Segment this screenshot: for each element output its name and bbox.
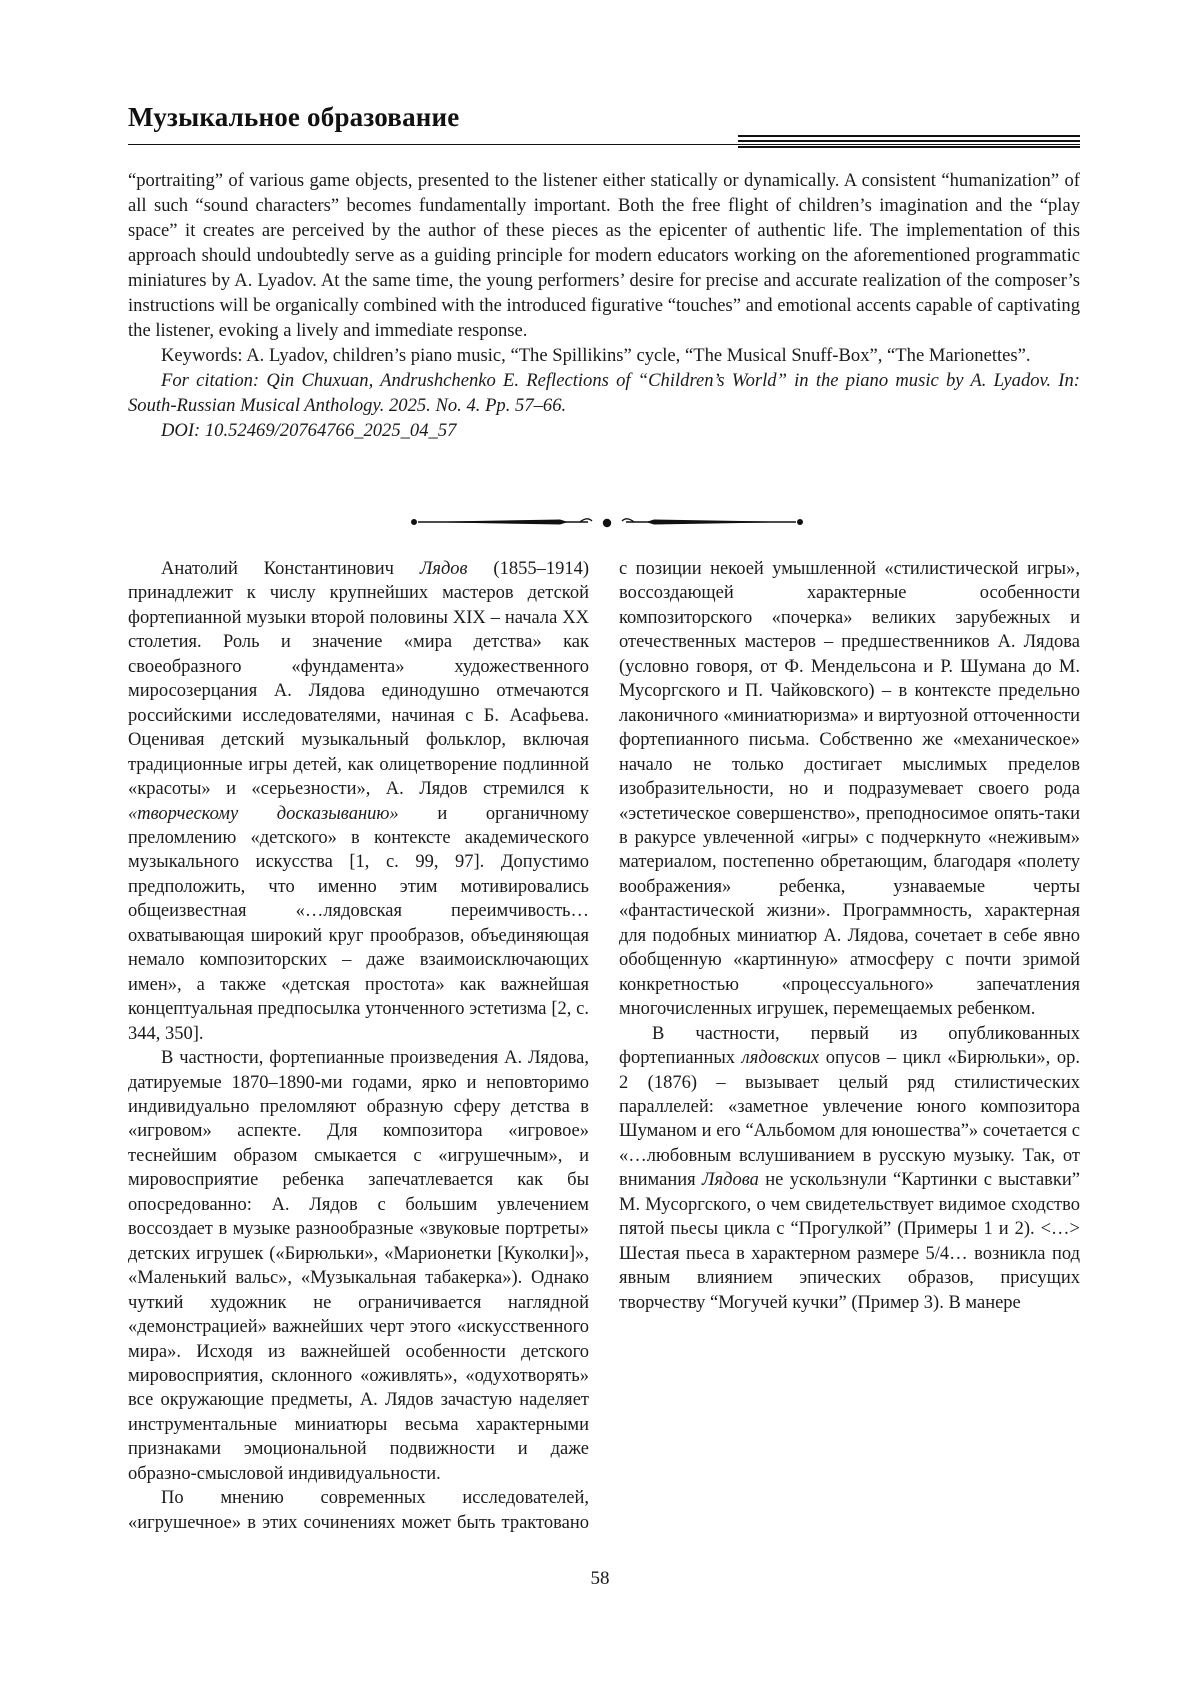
author-name: Лядов [419,559,468,579]
article-body [128,557,1080,1547]
doi: DOI: 10.52469/20764766_2025_04_57 [161,420,457,441]
abstract-paragraph: “portraiting” of various game objects, presented to the listener either statically or dynamically. A consistent “humanization” of all such “sound characters” becomes fundamentally important. Both the free flight of children’s imagination and the “play space” it creates are perceived by the author of these pieces as the epicenter of authentic life. The implementation of this approach should undoubtedly serve as a guiding principle for modern educators working on the aforementioned programmatic miniatures by A. Lyadov. At the same time, the young performers’ desire for precise and accurate realization of the composer’s instructions will be organically combined with the introduced figurative “touches” and emotional accents capable of captivating the listener, evoking a lively and immediate response. [128,170,1080,341]
body-paragraph: В частности, фортепианные произведения А. Лядова, датируемые 1870–1890-ми годами, ярко и неповторимо индивидуально преломляют образную сферу детства в «игровом» аспекте. Для композитора «игровое» теснейшим образом смыкается с «игрушечным», и мировосприятие ребенка запечатлевается как бы опосредованно: А. Лядов с большим увлечением воссоздает в музыке разнообразные «звуковые портреты» детских игрушек («Бирюльки», «Марионетки [Куколки]», «Маленький вальс», «Музыкальная табакерка»). Однако чуткий художник не ограничивается наглядной «демонстрацией» важнейших черт этого «искусственного мира». Исходя из важнейшей особенности детского мировосприятия, склонного «оживлять», «одухотворять» все окружающие предметы, А. Лядов зачастую наделяет инструментальные миниатюры весьма характерными признаками эмоциональной подвижности и даже образно-смысловой индивидуальности. [128,1048,589,1484]
page-number: 58 [590,1568,610,1589]
citation: For citation: Qin Chuxuan, Andrushchenko E. Reflections of “Children’s World” in the piano music by A. Lyadov. In: South-Russian Musical Anthology. 2025. No. 4. Pp. 57–66. [128,370,1080,416]
body-paragraph: В частности, первый из опубликованных фортепианных лядовских опусов – цикл «Бирюльки», op. 2 (1876) – вызывает целый ряд стилистических параллелей: «заметное увлечение юного композитора Шуманом и его “Альбомом для юношества”» сочетается с «…любовным вслушиванием в русскую музыку. Так, от внимания Лядова не ускользнули “Картинки с выставки” М. Мусоргского, о чем свидетельствует видимое сходство пятой пьесы цикла с “Прогулкой” (Примеры 1 и 2). <…> Шестая пьеса в характерном размере 5/4… возникла под явным влиянием эпических образов, присущих творчеству “Могучей кучки” (Пример 3). В манере [619,1023,1080,1313]
running-title: Музыкальное образование [128,102,460,132]
body-paragraph: Анатолий Константинович Лядов (1855–1914) принадлежит к числу крупнейших мастеров детской фортепианной музыки второй половины XIX – начала XX столетия. Роль и значение «мира детства» как своеобразного «фундамента» художественного миросозерцания А. Лядова единодушно отмечаются российскими исследователями, начиная с Б. Асафьева. Оценивая детский музыкальный фольклор, включая традиционные игры детей, как олицетворение подлинной «красоты» и «серьезности», А. Лядов стремился к «творческому досказыванию» и органичному преломлению «детского» в контексте академического музыкального искусства [1, с. 99, 97]. Допустимо предположить, что именно этим мотивировались общеизвестная «…лядовская переимчивость… охватывающая широкий круг прообразов, объединяющая немало композиторских – даже взаимоисключающих имен», а также «детская простота» как важнейшая концептуальная предпосылка утонченного эстетизма [2, с. 344, 350]. [128,559,589,1044]
keywords: Keywords: A. Lyadov, children’s piano music, “The Spillikins” cycle, “The Musical Snuff-Box”, “The Marionettes”. [161,345,1031,366]
body-paragraph: По мнению современных исследователей, «игрушечное» в этих сочинениях может быть трактовано с позиции некоей умышленной «стилистической игры», воссоздающей характерные особенности композиторского «почерка» великих зарубежных и отечественных мастеров – предшественников А. Лядова (условно говоря, от Ф. Мендельсона и Р. Шумана до М. Мусоргского и П. Чайковского) – в контексте предельно лаконичного «миниатюризма» и виртуозной отточенности фортепианного письма. Собственно же «механическое» начало не только достигает мыслимых пределов изобразительности, но и подразумевает своего рода «эстетическое совершенство», преподносимое опять-таки в ракурсе увлеченной «игры» с подчеркнуто «неживым» материалом, постепенно обретающим, благодаря «полету воображения» ребенка, узнаваемые черты «фантастической жизни». Программность, характерная для подобных миниатюр А. Лядова, сочетает в себе явно обобщенную «картинную» атмосферу с почти зримой конкретностью «процессуального» запечатления многочисленных игрушек, перемещаемых ребенком. [128,559,1080,1533]
header-rule-decorative [738,135,1080,148]
section-divider-ornament [410,514,804,530]
english-abstract [128,168,1080,443]
quoted-term: «творческому досказыванию» [128,803,399,824]
